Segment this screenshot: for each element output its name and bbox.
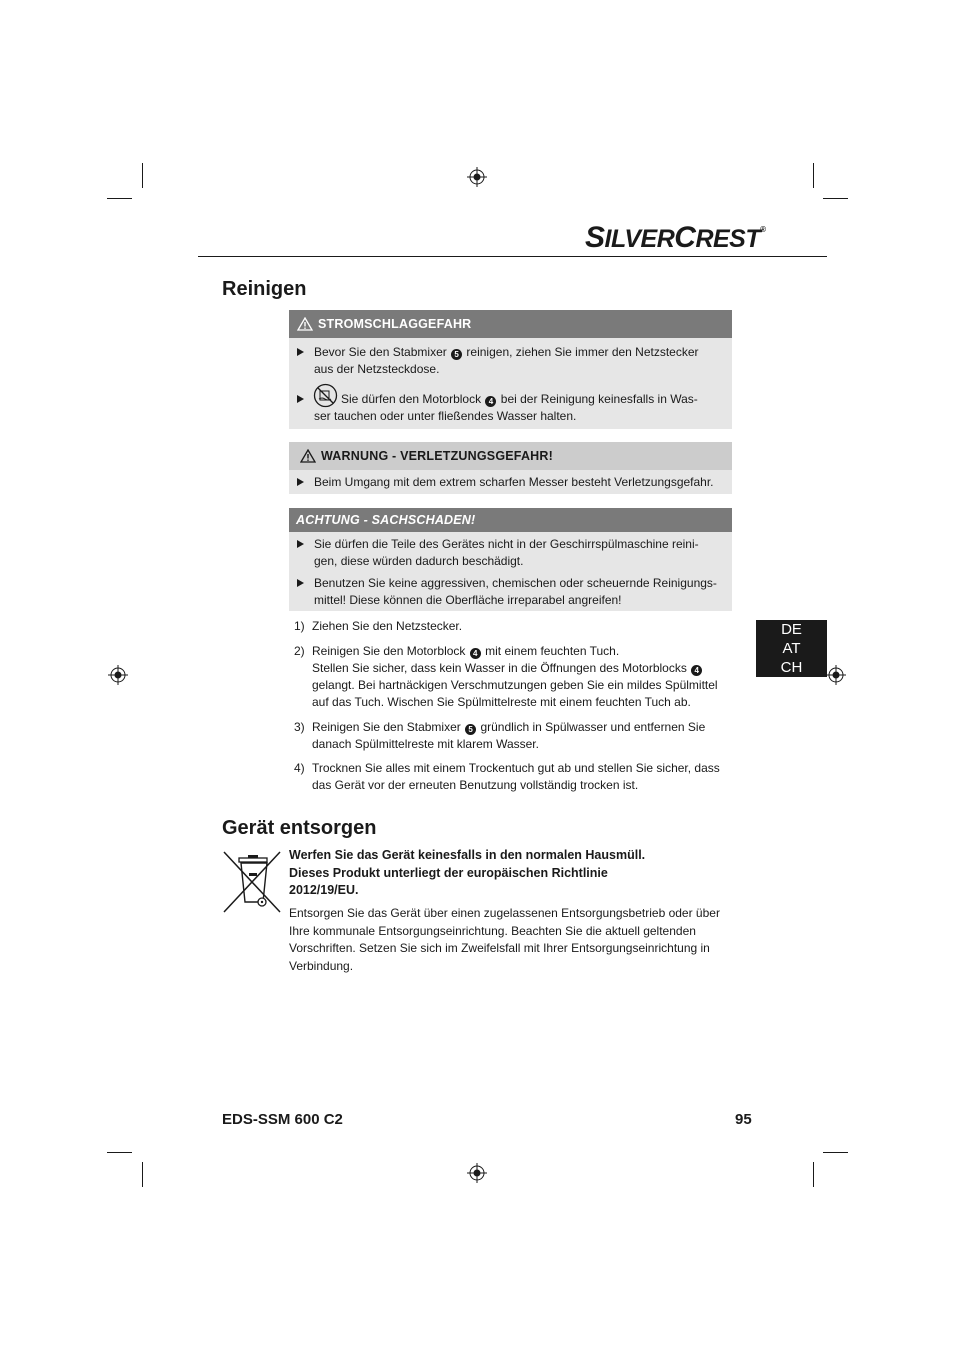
text: Sie dürfen den Motorblock [341,392,482,406]
step-text: auf das Tuch. Wischen Sie Spülmittelreste mit einem feuchten Tuch ab. [312,695,691,709]
step-text: gründlich in Spülwasser und entfernen Sie [480,720,706,734]
registration-mark-icon [467,167,487,187]
bullet-arrow-icon [297,395,304,403]
text: reinigen, ziehen Sie immer den Netzstecker [466,345,699,359]
brand-logo: SILVERCREST® [585,221,766,254]
text: gen, diese würden dadurch beschädigt. [314,554,524,568]
text: Sie dürfen die Teile des Gerätes nicht in der Geschirrspülmaschine reini- [314,537,699,551]
header-rule [198,256,827,257]
crop-mark [813,163,814,188]
language-code: AT [782,640,801,657]
text: Ihre kommunale Entsorgungseinrichtung. Beachten Sie die aktuell geltenden [289,923,696,938]
text: ser tauchen oder unter fließendes Wasser halten. [314,409,577,423]
registration-mark-icon [108,665,128,685]
caution-box-title: ACHTUNG - SACHSCHADEN! [296,513,476,527]
language-code: CH [780,659,803,676]
part-number-badge: 5 [451,349,462,360]
part-number-badge: 4 [485,396,496,407]
warning-box-header [289,442,732,470]
text: bei der Reinigung keinesfalls in Was- [500,392,698,406]
crop-mark [142,163,143,188]
language-code: DE [781,621,802,638]
disposal-paragraph [289,905,734,975]
step-text: Stellen Sie sicher, dass kein Wasser in die Öffnungen des Motorblocks [312,661,687,675]
bullet-arrow-icon [297,348,304,356]
part-number-badge: 5 [465,724,476,735]
step-number: 4) [294,761,305,775]
step-item [294,719,739,753]
crossed-out-wheelie-bin-icon [222,850,284,914]
crop-mark [823,1152,848,1153]
step-item [294,760,739,794]
text: Benutzen Sie keine aggressiven, chemischen oder scheuernde Reinigungs- [314,576,717,590]
step-text: danach Spülmittelreste mit klarem Wasser. [312,737,539,751]
bullet-arrow-icon [297,540,304,548]
text: Dieses Produkt unterliegt der europäischen Richtlinie [289,865,608,880]
step-text: mit einem feuchten Tuch. [485,644,620,658]
bullet-arrow-icon [297,478,304,486]
step-number: 3) [294,720,305,734]
registration-mark-icon [826,665,846,685]
crop-mark [823,198,848,199]
bullet-arrow-icon [297,579,304,587]
step-number: 1) [294,619,305,633]
step-item [294,643,739,711]
warning-box-title: STROMSCHLAGGEFAHR [318,317,472,331]
warning-triangle-icon [300,449,316,463]
step-text: Ziehen Sie den Netzstecker. [312,619,463,633]
step-text: Reinigen Sie den Stabmixer [312,720,461,734]
section-title-reinigen: Reinigen [222,278,307,300]
crop-mark [142,1162,143,1187]
text: Bevor Sie den Stabmixer [314,345,447,359]
text: Werfen Sie das Gerät keinesfalls in den normalen Hausmüll. [289,848,646,862]
warning-triangle-icon [297,317,313,331]
step-text: das Gerät vor der erneuten Benutzung vollständig trocken ist. [312,778,639,792]
step-number: 2) [294,644,305,658]
language-tab [756,620,827,677]
caution-box-header [289,508,732,532]
text: mittel! Diese können die Oberfläche irreparabel angreifen! [314,593,622,607]
text: Entsorgen Sie das Gerät über einen zugelassenen Entsorgungsbetrieb oder über [289,906,720,920]
crop-mark [107,198,132,199]
text: aus der Netzsteckdose. [314,362,440,376]
text: Verbindung. [289,958,354,973]
list-item [297,474,727,491]
text: 2012/19/EU. [289,883,359,897]
step-text: Reinigen Sie den Motorblock [312,644,466,658]
model-number: EDS-SSM 600 C2 [222,1111,343,1128]
crop-mark [813,1162,814,1187]
text: Vorschriften. Setzen Sie sich im Zweifelsfall mit Ihrer Entsorgungseinrichtung in [289,941,710,955]
list-item [297,344,727,378]
list-item [297,383,727,425]
text: Beim Umgang mit dem extrem scharfen Messer besteht Verletzungsgefahr. [314,475,714,489]
crop-mark [107,1152,132,1153]
warning-box-header [289,310,732,338]
disposal-notice-bold [289,847,734,900]
warning-box-title: WARNUNG - VERLETZUNGSGEFAHR! [321,449,553,463]
page-number: 95 [735,1111,752,1128]
step-item [294,618,739,635]
step-text: Trocknen Sie alles mit einem Trockentuch gut ab und stellen Sie sicher, dass [312,761,720,775]
part-number-badge: 4 [691,665,702,676]
list-item [297,536,727,570]
step-text: gelangt. Bei hartnäckigen Verschmutzungen geben Sie ein mildes Spülmittel [312,678,718,692]
section-title-entsorgen: Gerät entsorgen [222,817,377,839]
registration-mark-icon [467,1163,487,1183]
list-item [297,575,727,609]
part-number-badge: 4 [470,648,481,659]
